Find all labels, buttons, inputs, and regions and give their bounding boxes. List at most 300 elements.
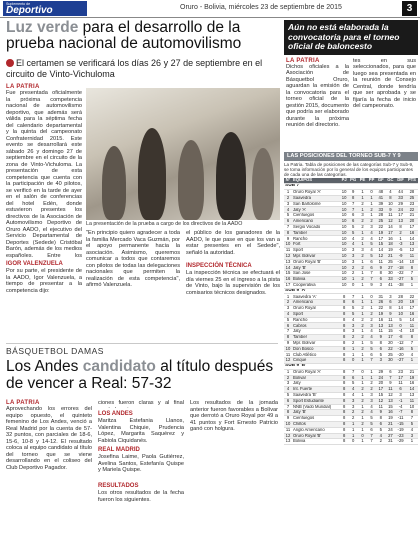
table-cell: 7 [406,340,418,346]
table-cell: 8 [340,311,349,317]
table-cell: 5 [367,346,376,352]
table-cell: 27 [385,433,395,439]
table-cell: Oruro Royal [292,306,340,312]
table-cell: 3 [367,323,376,329]
table-cell: 1 [358,329,367,335]
table-cell: 3 [376,358,385,364]
table-cell: 5 [348,311,358,317]
story2-headline-pre: Los Andes [6,358,83,375]
table-cell: 7 [348,294,358,300]
standings-group-label: SUB 7 [284,184,418,190]
table-cell: Fort [292,242,340,248]
table-cell: Cienfuegos [292,213,340,219]
table-cell: 19 [385,416,395,422]
table-cell: 4 [367,230,376,236]
table-cell: -23 [395,433,405,439]
table-cell: 7 [284,329,292,335]
table-cell: 15 [376,242,385,248]
table-cell: Chiltos [292,421,340,427]
table-cell: 15 [285,270,291,276]
table-cell: 8 [340,375,349,381]
table-cell: 1 [358,190,367,196]
story1-column-3 [186,230,280,340]
table-cell: 1 [358,300,367,306]
table-cell: 8 [406,265,418,271]
table-cell: Oruro Royal 'A' [292,190,340,196]
table-cell: 10 [341,195,347,200]
table-cell: 1 [358,311,367,317]
table-cell: 16 [376,317,385,323]
table-cell: Bolívar [292,375,340,381]
table-cell: 1 [358,195,367,201]
table-cell: 4 [348,387,358,393]
table-cell: 2 [358,335,367,341]
table-cell: 3 [348,404,358,410]
table-cell: Sergio Vocado [292,224,340,230]
page-number: 3 [402,1,417,16]
table-cell: 2 [348,335,358,341]
story2-byline: LA PATRIA [6,400,40,406]
story2-subhead-c: RESULTADOS [98,483,139,489]
table-cell: -27 [395,277,405,283]
table-cell: 11 [385,213,395,219]
story1-col3b-text: La inspección técnica se efectuará el día viernes 25 en el ingreso a la pista de Vinto, bajo la supervisión de los comisarios técnicos designados. [186,270,280,296]
table-cell: 1 [358,375,367,381]
standings-intro: La Patria. Tabla de posiciones de las categorías Sub-7 y Sub-9, se toma información por lo general de los equipos participantes de cada una de las categorías. [284,162,414,178]
story1-photo-caption: La presentación de la prueba a cargo de los directivos de la AADO [86,221,243,227]
table-cell: 2 [358,236,367,242]
table-cell: Jaty 'A' [292,207,340,213]
standings-title: LAS POSICIONES DEL TORNEO SUB-7 Y 9 [284,152,418,161]
table-cell: 1 [406,439,418,445]
table-cell: Cinqué [292,358,340,364]
table-cell: 17 [406,306,418,312]
table-cell: 20 [376,381,385,387]
table-cell: 0 [348,439,358,445]
table-cell: -5 [395,248,405,254]
table-cell: 6 [376,277,385,283]
table-cell: 11 [395,381,405,387]
table-cell: 8 [340,404,349,410]
table-cell: 5 [367,416,376,422]
table-cell: 14 [285,264,291,270]
table-cell: Sport [292,311,340,317]
table-cell: 16 [385,236,395,242]
box-col1-text: Dichos oficiales a la Asociación de Básquetbol Oruro, aguardan la emisión de la convocatoria para el torneo oficial de la gestión 2015, documento que podría ser elaborado durante la próxima reunión del directorio. [286,63,349,128]
table-cell: 3 [406,433,418,439]
table-cell: 9 [376,335,385,341]
table-cell: 17 [376,236,385,242]
table-cell: 4 [367,248,376,254]
table-cell: 3 [348,323,358,329]
standings-header-row [284,178,418,184]
table-cell: Sport [292,248,340,254]
table-cell: 1 [284,369,292,375]
table-cell: 5 [395,317,405,323]
table-cell: 25 [376,219,385,225]
table-cell: 3 [367,398,376,404]
table-cell: 1 [358,404,367,410]
table-cell: 12 [285,253,291,258]
table-cell: 3 [367,392,376,398]
table-cell: 10 [285,421,291,427]
table-cell: 4 [385,190,395,196]
basketball-convocation-box [284,20,418,152]
table-cell: 6 [284,323,292,329]
table-cell: 10 [385,201,395,207]
table-cell: 2 [348,271,358,277]
table-cell: 2 [284,300,292,306]
table-cell: 3 [284,381,292,387]
table-cell: -16 [395,346,405,352]
table-cell: 20 [406,219,418,225]
table-cell: 8 [340,387,349,393]
table-cell: 9 [385,207,395,213]
table-cell: -27 [395,358,405,364]
table-cell: 1 [358,340,367,346]
table-cell: 2 [284,375,292,381]
table-cell: 48 [376,190,385,196]
table-cell: 7 [348,201,358,207]
table-cell: 17 [285,282,291,287]
table-cell: 4 [367,329,376,335]
table-cell: 9 [284,416,292,422]
standings-table [284,178,418,445]
table-cell: 6 [348,300,358,306]
table-cell: 1 [348,346,358,352]
story2-headline-accent: candidato [82,358,156,375]
table-cell: Rancho [292,236,340,242]
table-cell: 25 [385,352,395,358]
table-cell: -3 [395,242,405,248]
standings-col-header: PJ [341,178,347,183]
table-cell: 2 [367,311,376,317]
table-cell: 10 [341,235,347,241]
table-cell: 12 [285,433,291,438]
table-cell: 41 [376,195,385,201]
table-cell: 14 [376,248,385,254]
table-cell: 1 [358,392,367,398]
table-cell: 8 [376,340,385,346]
table-cell: 3 [348,253,358,259]
story1-col2-text: "En principio quiero agradecer a toda la familia Mercado Vaca Guzmán, por el apoyo permanente hacia la asociación. Asimismo, queremos comunicar a todos que contaremos con pilotos de todas las delegaciones nacionales que permiten la realización de esta competencia", afirmó Valenzuela. [86,230,180,288]
box-col2-text: tes en sus seleccionados, para que luego sea presentada en la reunión de Consejo Central, donde tendría que ser aprobada y se fijaría la fecha de inicio del campeonato. [353,57,416,109]
table-cell: 2 [358,201,367,207]
table-cell: 21 [406,213,418,219]
table-cell: 6 [376,346,385,352]
table-cell: 3 [358,213,367,219]
table-cell: 2 [358,277,367,283]
table-cell: 7 [348,207,358,213]
table-cell: 13 [406,242,418,248]
table-cell: 2 [358,387,367,393]
story2-headline-post: al título después de vencer a Real: 57-32 [6,358,274,392]
table-cell: 1 [367,306,376,312]
box-byline: LA PATRIA [286,57,320,64]
table-cell: 8 [376,416,385,422]
table-cell: 18 [385,242,395,248]
table-cell: 1 [358,427,367,433]
table-cell: Oruro Royal 'A' [292,369,340,375]
table-cell: 5 [367,242,376,248]
table-cell: 2 [358,346,367,352]
table-cell: 8 [284,410,292,416]
table-cell: 9 [376,410,385,416]
table-cell: 12 [385,219,395,225]
table-cell: -7 [395,410,405,416]
table-cell: 9 [385,381,395,387]
table-cell: 1 [406,282,418,288]
table-cell: 2 [367,219,376,225]
table-cell: Oruro Royal 'B' [292,259,340,265]
table-cell: 11 [376,259,385,265]
table-cell: 10 [285,346,291,351]
table-cell: 33 [395,195,405,201]
table-cell: 10 [341,224,347,229]
table-cell: 6 [367,259,376,265]
table-cell: -38 [395,282,405,288]
table-cell: 2 [358,253,367,259]
table-cell: 1 [395,236,405,242]
table-cell: 5 [284,317,292,323]
story2-subhead-a: LOS ANDES [98,411,133,417]
table-cell: 6 [284,398,292,404]
table-cell: 5 [367,421,376,427]
table-cell: 4 [348,236,358,242]
table-cell: 21 [406,369,418,375]
table-cell: 8 [340,300,349,306]
table-cell: 1 [348,421,358,427]
table-cell: 4 [367,410,376,416]
table-cell: 8 [284,335,292,341]
table-cell: 10 [341,212,347,218]
table-cell: 3 [367,224,376,230]
story2-col2b-text: Maritza Estefania Llanos, Valentina Chiquie, Prudencia López, Margarita Saquérez y Fabiola Ciquidanés. [98,418,184,444]
table-cell: 6 [348,219,358,225]
table-cell: 6 [385,300,395,306]
story1-headline-accent: Luz verde [6,19,79,36]
table-cell: 17 [376,387,385,393]
table-cell: 10 [341,218,347,224]
table-cell: 8 [340,340,349,346]
table-cell: 2 [358,398,367,404]
table-cell: 2 [358,410,367,416]
section-divider [6,343,278,344]
table-cell: 1 [358,230,367,236]
table-cell: 2 [348,340,358,346]
table-cell: 5 [284,392,292,398]
table-cell: Sport Estudiante [292,398,340,404]
table-cell: 21 [385,421,395,427]
table-cell: 17 [385,230,395,236]
table-cell: 8 [340,410,349,416]
table-cell: -4 [395,329,405,335]
table-cell: 10 [341,253,347,258]
table-cell: -1 [395,398,405,404]
table-cell: 8 [340,439,349,445]
table-cell: 7 [385,375,395,381]
table-cell: 1 [358,282,367,288]
table-cell: 1 [348,277,358,283]
table-cell: 4 [348,317,358,323]
table-cell: 14 [406,236,418,242]
standings-col-header: PG [350,178,357,183]
table-cell: -19 [395,427,405,433]
table-cell: 30 [385,358,395,364]
table-cell: Tamber [292,335,340,341]
table-cell: 10 [341,247,347,253]
table-cell: 1 [358,294,367,300]
table-cell: 3 [348,329,358,335]
table-cell: 8 [340,346,349,352]
table-cell: 1 [284,294,292,300]
table-cell: 2 [358,323,367,329]
table-cell: 6 [376,421,385,427]
table-cell: 9 [284,236,292,242]
story2-col3-text: Los resultados de la jornada anterior fueron favorables a Bolívar que derrotó a Oruro Royal por 49 a 41 puntos y Fort Ernesto Patricio ganó con holgura. [190,400,278,432]
table-cell: 2 [367,387,376,393]
table-cell: 8 [340,369,349,375]
table-cell: 9 [367,282,376,288]
table-cell: 10 [285,241,291,247]
table-cell: 1 [358,259,367,265]
table-cell: 23 [395,369,405,375]
standings-table-wrap [284,178,418,544]
table-cell: 2 [367,207,376,213]
table-cell: -11 [395,416,405,422]
standings-group-label: SUB 9 'A' [284,288,418,294]
table-cell: 1 [406,358,418,364]
table-cell: San Bartolomé [292,201,340,207]
table-cell: 29 [376,369,385,375]
table-cell: 14 [395,306,405,312]
table-cell: 33 [385,277,395,283]
table-cell: 0 [367,294,376,300]
table-cell: 26 [376,300,385,306]
table-cell: 7 [406,416,418,422]
table-cell: 8 [340,317,349,323]
table-cell: 16 [385,410,395,416]
table-cell: 17 [395,213,405,219]
table-cell: 28 [395,294,405,300]
table-cell: Bolivia [292,439,340,445]
table-cell: 10 [341,241,347,247]
table-cell: 44 [395,190,405,196]
table-cell: 8 [340,358,349,364]
page-header [0,0,420,18]
table-cell: 10 [341,189,347,195]
story2-headline [6,358,278,392]
table-cell: Americano [292,300,340,306]
table-cell: Bolivia [292,277,340,283]
table-cell: 14 [385,224,395,230]
table-cell: 1 [367,213,376,219]
table-cell: 9 [348,190,358,196]
table-cell: 28 [376,213,385,219]
table-cell: 19 [385,248,395,254]
table-cell: 1 [348,352,358,358]
table-cell: 3 [348,259,358,265]
table-cell: 6 [348,213,358,219]
table-cell: 10 [341,270,347,276]
table-cell: 0 [358,433,367,439]
table-cell: 1 [358,358,367,364]
table-cell: 4 [367,335,376,341]
table-cell: 20 [395,300,405,306]
story1-byline: LA PATRIA [6,84,40,90]
table-cell: 7 [367,277,376,283]
table-cell: 17 [395,375,405,381]
standings-col-header: N° [285,178,291,183]
table-cell: 15 [385,329,395,335]
table-cell: 7 [367,271,376,277]
story1-headline-rest: para el desarrollo de la prueba nacional de automovilismo [6,19,242,52]
table-cell: 13 [285,259,291,264]
table-cell: Anglo Americano [292,427,340,433]
table-cell: 10 [406,404,418,410]
table-cell: 19 [376,311,385,317]
story2-column-1 [6,400,92,538]
table-cell: 12 [376,253,385,259]
story2-column-3 [190,400,278,540]
table-cell: -4 [395,404,405,410]
table-cell: 8 [395,224,405,230]
table-cell: 22 [385,346,395,352]
table-cell: -22 [395,271,405,277]
table-cell: 8 [385,306,395,312]
table-cell: 6 [367,427,376,433]
table-cell: NNB (Vado Mundial) [292,404,340,410]
table-cell: 10 [395,311,405,317]
table-cell: Saavedra 'A' [292,294,340,300]
table-cell: Americano [292,219,340,225]
table-cell: 2 [395,230,405,236]
table-cell: 0 [348,358,358,364]
table-cell: 8 [340,416,349,422]
table-cell: 9 [284,340,292,346]
table-cell: 2 [348,410,358,416]
table-cell: 4 [284,207,292,213]
table-cell: 11 [376,329,385,335]
table-cell: 1 [367,201,376,207]
table-cell: 2 [348,265,358,271]
table-cell: 8 [340,427,349,433]
table-cell: Tamber [292,230,340,236]
standings-col-header: PE [359,178,366,183]
table-cell: 16 [285,276,291,282]
table-cell: 13 [406,392,418,398]
table-cell: 5 [376,427,385,433]
table-cell: 11 [385,317,395,323]
table-cell: 13 [376,323,385,329]
table-cell: 5 [406,421,418,427]
table-cell: 10 [341,259,347,264]
table-cell: 10 [406,329,418,335]
table-cell: 3 [395,392,405,398]
table-cell: 1 [358,416,367,422]
table-cell: 10 [341,276,347,282]
table-cell: -18 [395,265,405,271]
story2-column-2 [98,400,184,510]
table-cell: 8 [406,410,418,416]
table-cell: Jaty [292,381,340,387]
table-cell: 4 [284,387,292,393]
story2-section-label: BÁSQUETBOL DAMAS [6,346,104,356]
table-cell: 29 [395,201,405,207]
table-cell: 2 [284,195,292,201]
table-cell: Jaty 'B' [292,410,340,416]
table-cell: 7 [367,433,376,439]
